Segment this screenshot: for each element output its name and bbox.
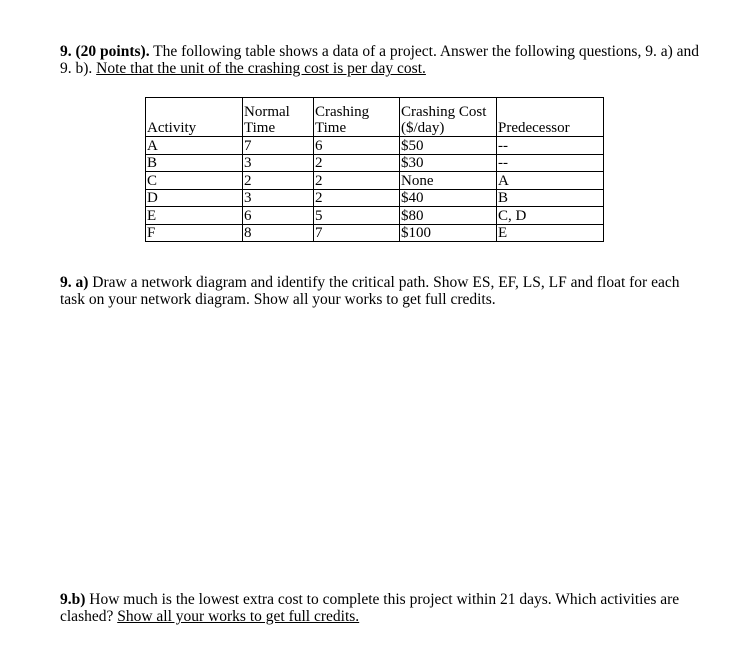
cell-crashing-cost: $50 — [400, 137, 497, 155]
cell-predecessor: -- — [497, 154, 604, 172]
question-points: (20 points). — [75, 43, 150, 60]
cell-predecessor: E — [497, 224, 604, 242]
cell-predecessor: -- — [497, 137, 604, 155]
cell-normal-time: 7 — [243, 137, 314, 155]
cell-crashing-time: 6 — [314, 137, 400, 155]
header-crashing-cost: Crashing Cost ($/day) — [400, 98, 497, 137]
question-number: 9. — [60, 43, 72, 60]
header-crashing-time: Crashing Time — [314, 98, 400, 137]
cell-crashing-time: 7 — [314, 224, 400, 242]
header-predecessor: Predecessor — [497, 98, 604, 137]
cell-crashing-cost: $80 — [400, 207, 497, 225]
table-row — [146, 189, 604, 207]
header-activity: Activity — [146, 98, 243, 137]
cell-crashing-cost: $40 — [400, 189, 497, 207]
table-row — [146, 207, 604, 225]
header-normal-time: Normal Time — [243, 98, 314, 137]
table-header-row — [146, 98, 604, 137]
cell-crashing-time: 2 — [314, 189, 400, 207]
table-row — [146, 172, 604, 190]
project-data-table — [145, 97, 604, 242]
question-9a-label: 9. a) — [60, 274, 89, 291]
question-9b — [60, 591, 700, 625]
question-9b-text: How much is the lowest extra cost to complete this project within 21 days. Which activities are clashed? — [60, 591, 680, 625]
table-row — [146, 224, 604, 242]
cell-crashing-time: 2 — [314, 154, 400, 172]
table-row — [146, 137, 604, 155]
cell-crashing-time: 5 — [314, 207, 400, 225]
cell-activity: F — [146, 224, 243, 242]
cell-normal-time: 2 — [243, 172, 314, 190]
cell-crashing-cost: $100 — [400, 224, 497, 242]
cell-activity: A — [146, 137, 243, 155]
cell-crashing-cost: None — [400, 172, 497, 190]
cell-crashing-time: 2 — [314, 172, 400, 190]
cell-predecessor: C, D — [497, 207, 604, 225]
question-9b-emphasis: Show all your works to get full credits. — [117, 608, 360, 625]
table-row — [146, 154, 604, 172]
question-intro-text: The following table shows a data of a project. Answer the following questions, 9. a) and 9. b). — [60, 43, 699, 77]
cell-normal-time: 6 — [243, 207, 314, 225]
cell-activity: C — [146, 172, 243, 190]
cell-predecessor: B — [497, 189, 604, 207]
cell-crashing-cost: $30 — [400, 154, 497, 172]
question-note: Note that the unit of the crashing cost is per day cost. — [96, 60, 426, 77]
cell-normal-time: 3 — [243, 154, 314, 172]
cell-predecessor: A — [497, 172, 604, 190]
question-9b-label: 9.b) — [60, 591, 86, 608]
question-9a-text: Draw a network diagram and identify the critical path. Show ES, EF, LS, LF and float for each task on your network diagram. Show all your works to get full credits. — [60, 274, 680, 308]
cell-normal-time: 8 — [243, 224, 314, 242]
question-9-intro — [60, 43, 700, 77]
cell-normal-time: 3 — [243, 189, 314, 207]
cell-activity: B — [146, 154, 243, 172]
cell-activity: D — [146, 189, 243, 207]
cell-activity: E — [146, 207, 243, 225]
question-9a — [60, 274, 700, 308]
